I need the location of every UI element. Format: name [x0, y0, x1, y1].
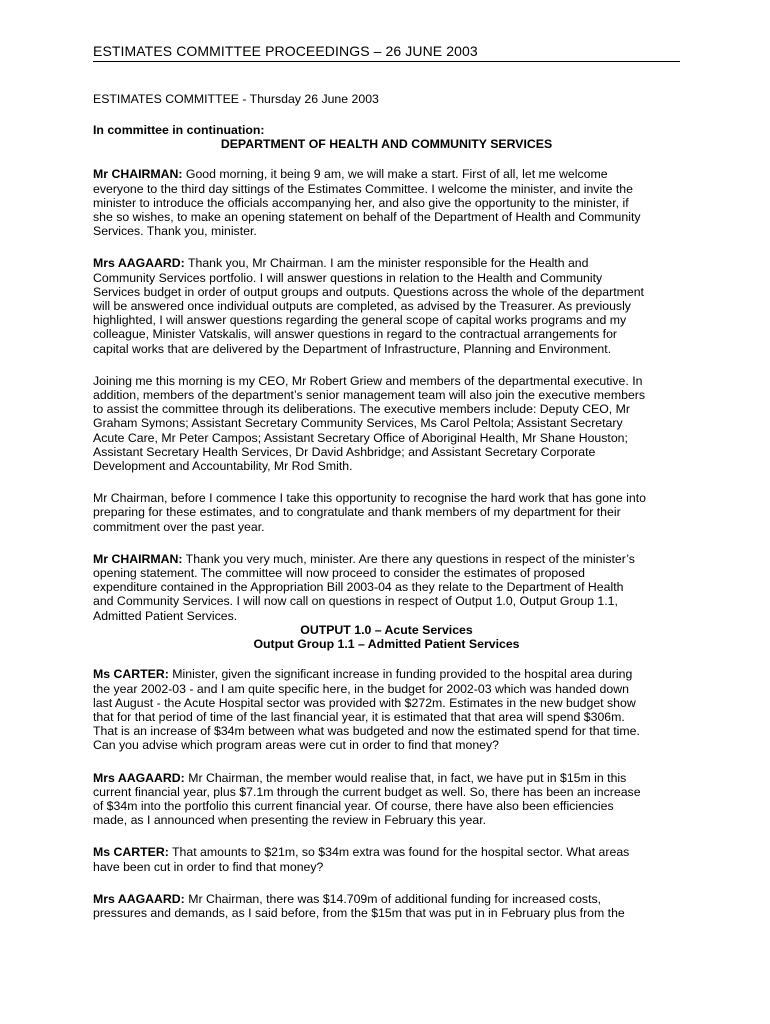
line-text: last August - the Acute Hospital sector was provided with $272m. Estimates in the new budget show — [93, 695, 636, 710]
line-text: Thank you, Mr Chairman. I am the minister responsible for the Health and — [184, 256, 589, 271]
line-text: Can you advise which program areas were cut in order to find that money? — [93, 738, 500, 753]
paragraph-line — [93, 491, 680, 505]
paragraph — [93, 845, 680, 873]
line-text: Minister, given the significant increase in funding provided to the hospital area during — [168, 667, 633, 682]
paragraph-line — [93, 609, 680, 623]
line-text: Acute Care, Mr Peter Campos; Assistant Secretary Office of Aboriginal Health, Mr Shane Houston; — [93, 430, 628, 445]
paragraph-line — [93, 771, 680, 785]
output-group-heading: Output Group 1.1 – Admitted Patient Services — [253, 637, 520, 652]
line-text: that for that period of time of the last financial year, it is estimated that that area will spend $306m. — [93, 709, 625, 724]
paragraph — [93, 552, 680, 623]
paragraph-line — [93, 799, 680, 813]
paragraph-line — [93, 724, 680, 738]
paragraph-line — [93, 167, 680, 181]
paragraph-line — [93, 256, 680, 270]
output-heading: OUTPUT 1.0 – Acute Services — [300, 622, 473, 637]
paragraph-line — [93, 520, 680, 534]
paragraph — [93, 167, 680, 238]
line-text: she so wishes, to make an opening statement on behalf of the Department of Health and Community — [93, 210, 641, 225]
line-text: expenditure contained in the Appropriation Bill 2003-04 as they relate to the Department of Health — [93, 580, 624, 595]
paragraph — [93, 491, 680, 534]
paragraph-line — [93, 892, 680, 906]
speaker-name: Mr CHAIRMAN: — [93, 167, 183, 182]
paragraph-line — [93, 285, 680, 299]
paragraph-line — [93, 299, 680, 313]
document-page — [93, 0, 680, 920]
line-text: colleague, Minister Vatskalis, will answer questions in regard to the contractual arrangements for — [93, 327, 618, 342]
paragraph-line — [93, 594, 680, 608]
paragraph-line — [93, 210, 680, 224]
line-text: Joining me this morning is my CEO, Mr Robert Griew and members of the departmental executive. In — [93, 373, 643, 388]
line-text: Mr Chairman, before I commence I take this opportunity to recognise the hard work that has gone into — [93, 491, 646, 506]
paragraph-line — [93, 224, 680, 238]
line-text: to assist the committee through its deliberations. The executive members include: Deputy CEO, Mr — [93, 402, 630, 417]
line-text: Admitted Patient Services. — [93, 608, 238, 623]
paragraph-line — [93, 566, 680, 580]
line-text: will be answered once individual outputs are completed, as advised by the Treasurer. As previously — [93, 299, 631, 314]
paragraph-line — [93, 667, 680, 681]
paragraph-line — [93, 552, 680, 566]
paragraph-line — [93, 906, 680, 920]
paragraph-line — [93, 710, 680, 724]
paragraph — [93, 667, 680, 752]
line-text: Assistant Secretary Health Services, Dr David Ashbridge; and Assistant Secretary Corporate — [93, 444, 596, 459]
continuation-label: In committee in continuation: — [93, 123, 265, 137]
speaker-name: Mrs AAGAARD: — [93, 256, 185, 271]
line-text: minister to introduce the officials accompanying her, and also give the opportunity to the minister, if — [93, 195, 629, 210]
speaker-name: Mr CHAIRMAN: — [93, 551, 183, 566]
paragraph-line — [93, 431, 680, 445]
paragraph — [93, 771, 680, 828]
paragraph — [93, 374, 680, 473]
session-line: ESTIMATES COMMITTEE - Thursday 26 June 2003 — [93, 92, 379, 106]
paragraph-line — [93, 682, 680, 696]
paragraph-line — [93, 860, 680, 874]
line-text: pressures and demands, as I said before, from the $15m that was put in in February plus from the — [93, 905, 625, 920]
paragraph-line — [93, 196, 680, 210]
paragraph-line — [93, 313, 680, 327]
line-text: Graham Symons; Assistant Secretary Community Services, Ms Carol Peltola; Assistant Secretary — [93, 416, 623, 431]
speaker-name: Ms CARTER: — [93, 667, 169, 682]
line-text: Community Services portfolio. I will answer questions in relation to the Health and Community — [93, 270, 603, 285]
paragraph-line — [93, 342, 680, 356]
line-text: Development and Accountability, Mr Rod Smith. — [93, 459, 353, 474]
speaker-name: Mrs AAGAARD: — [93, 770, 185, 785]
paragraph — [93, 256, 680, 355]
line-text: Services budget in order of output groups and outputs. Questions across the whole of the department — [93, 284, 644, 299]
paragraph-line — [93, 416, 680, 430]
paragraph-line — [93, 402, 680, 416]
line-text: Services. Thank you, minister. — [93, 224, 257, 239]
paragraph-line — [93, 785, 680, 799]
line-text: and Community Services. I will now call on questions in respect of Output 1.0, Output Group 1.1, — [93, 594, 618, 609]
paragraph-line — [93, 445, 680, 459]
paragraph — [93, 892, 680, 920]
paragraph-line — [93, 271, 680, 285]
line-text: current financial year, plus $7.1m through the current budget as well. So, there has been an increase — [93, 784, 641, 799]
opening-paragraphs — [93, 167, 680, 622]
department-heading: DEPARTMENT OF HEALTH AND COMMUNITY SERVICES — [220, 137, 553, 152]
line-text: That amounts to $21m, so $34m extra was found for the hospital sector. What areas — [168, 845, 630, 860]
paragraph-line — [93, 182, 680, 196]
line-text: That is an increase of $34m between what was budgeted and now the estimated spend for that time. — [93, 724, 640, 739]
line-text: of $34m into the portfolio this current financial year. Of course, there have also been efficiencies — [93, 798, 614, 813]
paragraph-line — [93, 374, 680, 388]
line-text: highlighted, I will answer questions regarding the general scope of capital works programs and my — [93, 313, 627, 328]
paragraph-line — [93, 388, 680, 402]
line-text: Mr Chairman, the member would realise that, in fact, we have put in $15m in this — [184, 770, 627, 785]
paragraph-line — [93, 327, 680, 341]
line-text: commitment over the past year. — [93, 519, 265, 534]
line-text: capital works that are delivered by the Department of Infrastructure, Planning and Environment. — [93, 341, 612, 356]
paragraph-line — [93, 738, 680, 752]
line-text: have been cut in order to find that money? — [93, 859, 324, 874]
paragraph-line — [93, 505, 680, 519]
line-text: Mr Chairman, there was $14.709m of additional funding for increased costs, — [184, 891, 602, 906]
paragraph-line — [93, 580, 680, 594]
paragraph-line — [93, 845, 680, 859]
line-text: preparing for these estimates, and to congratulate and thank members of my department for their — [93, 505, 621, 520]
output-paragraphs — [93, 667, 680, 920]
line-text: the year 2002-03 - and I am quite specific here, in the budget for 2002-03 which was handed down — [93, 681, 629, 696]
speaker-name: Mrs AAGAARD: — [93, 891, 185, 906]
line-text: made, as I announced when presenting the review in February this year. — [93, 813, 487, 828]
line-text: Good morning, it being 9 am, we will make a start. First of all, let me welcome — [182, 167, 608, 182]
line-text: Thank you very much, minister. Are there any questions in respect of the minister’s — [182, 551, 635, 566]
paragraph-line — [93, 813, 680, 827]
paragraph-line — [93, 696, 680, 710]
line-text: opening statement. The committee will now proceed to consider the estimates of proposed — [93, 566, 585, 581]
line-text: everyone to the third day sittings of the Estimates Committee. I welcome the minister, and invite the — [93, 181, 633, 196]
line-text: addition, members of the department’s senior management team will also join the executive members — [93, 388, 646, 403]
paragraph-line — [93, 459, 680, 473]
running-header: ESTIMATES COMMITTEE PROCEEDINGS – 26 JUNE 2003 — [93, 42, 680, 62]
speaker-name: Ms CARTER: — [93, 845, 169, 860]
